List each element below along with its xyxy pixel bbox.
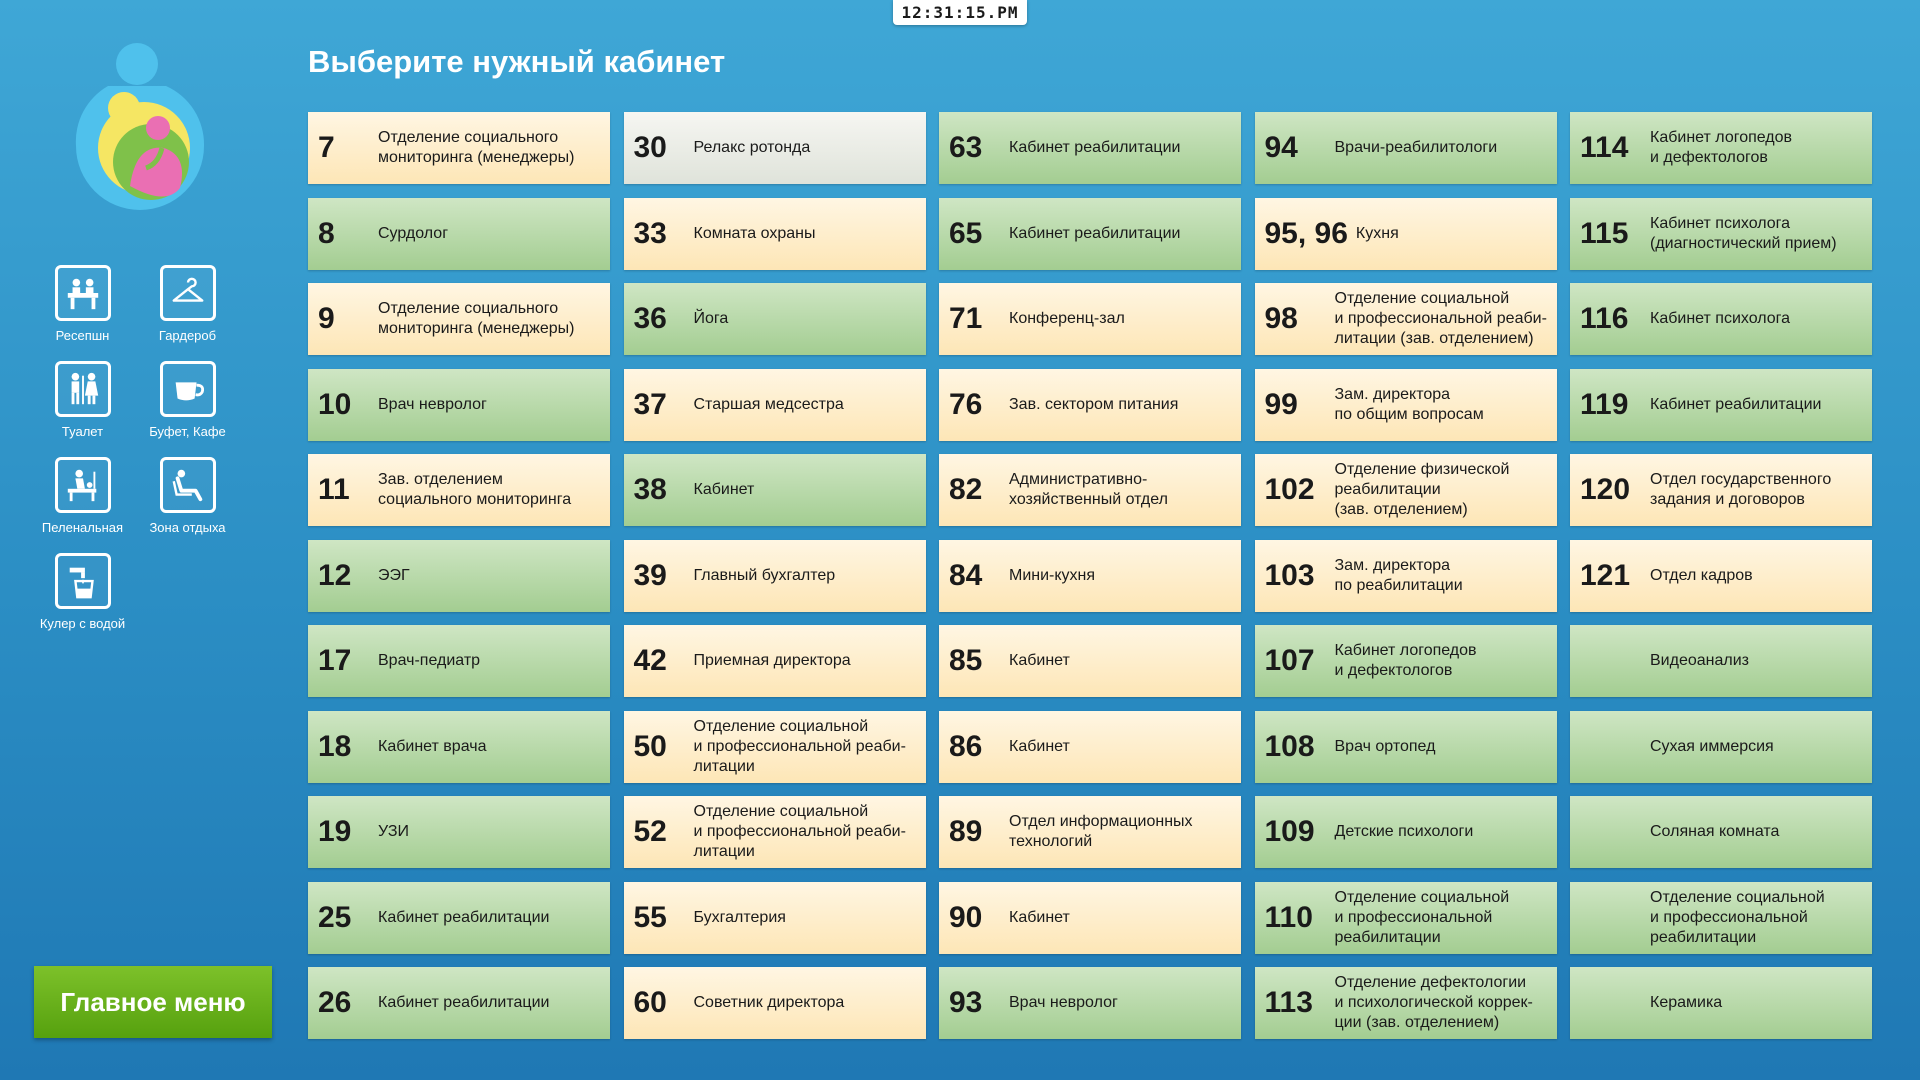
room-card[interactable] — [308, 625, 610, 697]
room-number: 25 — [318, 900, 352, 934]
room-label: Бухгалтерия — [693, 908, 786, 926]
room-number: 39 — [633, 558, 667, 592]
room-card[interactable] — [939, 540, 1241, 612]
room-number: 37 — [633, 387, 667, 421]
room-card[interactable] — [939, 967, 1241, 1039]
room-label: УЗИ — [378, 823, 409, 840]
room-number: 36 — [633, 302, 667, 335]
room-card[interactable] — [308, 198, 610, 270]
room-label: Отделение социальной и профессиональной реаби- литации — [693, 803, 906, 860]
room-label: Кабинет логопедов и дефектологов — [1334, 642, 1477, 679]
amenity-label: Буфет, Кафе — [149, 424, 226, 439]
room-card[interactable] — [624, 796, 926, 868]
room-number: 95, 96 — [1264, 216, 1348, 250]
room-number: 60 — [633, 986, 667, 1019]
room-number: 10 — [318, 387, 352, 421]
room-number: 82 — [949, 473, 983, 506]
room-number: 30 — [633, 131, 667, 164]
room-number: 7 — [318, 131, 335, 164]
room-label: Сухая иммерсия — [1650, 737, 1774, 755]
room-card[interactable] — [939, 882, 1241, 954]
room-number: 90 — [949, 900, 983, 934]
room-number: 98 — [1264, 302, 1298, 335]
wardrobe-icon — [160, 265, 216, 321]
amenity-baby-changing[interactable] — [30, 457, 135, 535]
room-label: Приемная директора — [693, 652, 851, 669]
room-card[interactable] — [1570, 540, 1872, 612]
room-card[interactable] — [624, 882, 926, 954]
reception-icon — [55, 265, 111, 321]
room-card[interactable] — [1255, 454, 1557, 526]
room-number: 55 — [633, 900, 667, 934]
amenity-label: Кулер с водой — [39, 616, 126, 631]
room-number: 108 — [1264, 729, 1315, 763]
room-card[interactable] — [1570, 283, 1872, 355]
room-label: Кабинет реабилитации — [1009, 139, 1181, 156]
room-number: 115 — [1580, 216, 1629, 250]
room-number: 26 — [318, 986, 352, 1019]
room-number: 113 — [1264, 986, 1313, 1019]
room-label: Кабинет — [1009, 652, 1070, 669]
room-card[interactable] — [1570, 796, 1872, 868]
room-label: Отделение дефектологии и психологической коррек- ции (зав. отделением) — [1334, 974, 1533, 1031]
room-number: 89 — [949, 815, 983, 848]
baby-changing-icon — [55, 457, 111, 513]
room-label: Детские психологи — [1334, 823, 1474, 840]
room-label: Отделение социальной и профессиональной реабилитации — [1334, 888, 1510, 946]
room-card[interactable] — [308, 283, 610, 355]
room-label: Врачи-реабилитологи — [1334, 139, 1498, 156]
room-label: Отделение социальной и профессиональной реаби- литации — [693, 717, 906, 775]
room-card[interactable] — [624, 112, 926, 184]
amenity-rest-zone[interactable] — [135, 457, 240, 535]
room-number: 114 — [1580, 131, 1629, 164]
room-label: Зам. директора по реабилитации — [1334, 556, 1463, 594]
room-card[interactable] — [1570, 967, 1872, 1039]
toilet-icon — [55, 361, 111, 417]
room-card[interactable] — [939, 454, 1241, 526]
room-label: Кабинет — [1009, 737, 1070, 755]
room-number: 63 — [949, 131, 983, 164]
main-menu-button[interactable]: Главное меню — [34, 966, 272, 1038]
room-card[interactable] — [624, 625, 926, 697]
room-label: Кабинет врача — [378, 737, 487, 755]
room-number: 18 — [318, 729, 352, 763]
amenity-label: Гардероб — [158, 328, 217, 343]
room-card[interactable] — [308, 967, 610, 1039]
room-card[interactable] — [939, 198, 1241, 270]
room-label: Отдел кадров — [1650, 566, 1753, 584]
room-label: Кабинет логопедов и дефектологов — [1650, 129, 1793, 166]
room-label: Соляная комната — [1650, 823, 1780, 840]
room-card[interactable] — [308, 796, 610, 868]
room-label: Конференц-зал — [1009, 310, 1125, 327]
room-card[interactable] — [939, 369, 1241, 441]
room-card[interactable] — [1255, 369, 1557, 441]
room-number: 110 — [1264, 900, 1313, 934]
room-number: 11 — [318, 473, 350, 506]
room-label: Кабинет — [1009, 908, 1070, 926]
logo — [66, 36, 216, 216]
room-card[interactable] — [624, 198, 926, 270]
room-label: Керамика — [1650, 994, 1723, 1011]
room-card[interactable] — [308, 882, 610, 954]
room-card[interactable] — [939, 112, 1241, 184]
room-card[interactable] — [624, 540, 926, 612]
room-label: Кабинет реабилитации — [378, 908, 550, 926]
room-label: Врач-педиатр — [378, 652, 481, 669]
room-number: 107 — [1264, 644, 1315, 677]
room-card[interactable] — [308, 369, 610, 441]
room-card[interactable] — [1255, 882, 1557, 954]
amenity-label: Туалет — [61, 424, 104, 439]
room-number: 33 — [633, 216, 667, 250]
room-number: 116 — [1580, 302, 1629, 335]
room-number: 12 — [318, 558, 352, 592]
amenity-cafe[interactable] — [135, 361, 240, 439]
room-label: Отделение социального мониторинга (менеджеры) — [378, 300, 575, 337]
room-label: ЭЭГ — [378, 566, 410, 584]
room-number: 71 — [949, 302, 983, 335]
room-label: Кабинет реабилитации — [1650, 395, 1822, 413]
room-card[interactable] — [308, 540, 610, 612]
room-label: Зав. отделением социального мониторинга — [378, 471, 572, 508]
room-number: 119 — [1580, 387, 1629, 421]
room-card[interactable] — [308, 711, 610, 783]
room-label: Отделение физической реабилитации (зав. отделением) — [1334, 461, 1510, 518]
room-label: Врач невролог — [1009, 994, 1118, 1011]
room-number: 65 — [949, 216, 983, 250]
room-card[interactable] — [308, 454, 610, 526]
amenity-label: Ресепшн — [55, 328, 110, 343]
amenity-toilet[interactable] — [30, 361, 135, 439]
room-number: 86 — [949, 729, 983, 763]
room-label: Релакс ротонда — [693, 139, 811, 156]
amenity-label: Зона отдыха — [149, 520, 226, 535]
room-label: Отдел информационных технологий — [1009, 813, 1193, 850]
room-label: Кабинет психолога (диагностический прием) — [1650, 214, 1837, 252]
room-label: Комната охраны — [693, 224, 816, 242]
room-card[interactable] — [939, 625, 1241, 697]
cafe-icon — [160, 361, 216, 417]
rooms-grid — [308, 112, 1868, 1039]
room-label: Отделение социального мониторинга (менеджеры) — [378, 129, 575, 166]
amenity-water-cooler[interactable] — [30, 553, 135, 631]
room-card[interactable] — [1255, 796, 1557, 868]
room-card[interactable] — [624, 369, 926, 441]
room-label: Отделение социальной и профессиональной реаби- литации (зав. отделением) — [1334, 290, 1547, 347]
room-card[interactable] — [939, 711, 1241, 783]
room-label: Йога — [693, 310, 729, 327]
room-label: Отдел государственного задания и договоров — [1650, 471, 1832, 508]
room-label: Мини-кухня — [1009, 566, 1096, 584]
room-card[interactable] — [1255, 967, 1557, 1039]
room-number: 84 — [949, 558, 983, 592]
room-number: 19 — [318, 815, 352, 848]
room-number: 121 — [1580, 558, 1631, 592]
room-card[interactable] — [1570, 198, 1872, 270]
room-card[interactable] — [624, 711, 926, 783]
room-label: Главный бухгалтер — [693, 566, 836, 584]
room-card[interactable] — [1570, 454, 1872, 526]
amenity-wardrobe[interactable] — [135, 265, 240, 343]
rest-zone-icon — [160, 457, 216, 513]
room-label: Кабинет — [693, 481, 755, 498]
room-label: Зав. сектором питания — [1009, 395, 1179, 413]
room-card[interactable] — [1570, 625, 1872, 697]
clock: 12:31:15.PM — [893, 0, 1027, 25]
room-label: Отделение социальной и профессиональной реабилитации — [1650, 888, 1825, 946]
amenity-reception[interactable] — [30, 265, 135, 343]
room-card[interactable] — [624, 454, 926, 526]
room-card[interactable] — [1570, 369, 1872, 441]
room-number: 120 — [1580, 473, 1631, 506]
room-card[interactable] — [1255, 198, 1557, 270]
room-card[interactable] — [1255, 540, 1557, 612]
room-card[interactable] — [1255, 283, 1557, 355]
room-number: 99 — [1264, 387, 1298, 421]
room-card[interactable] — [308, 112, 610, 184]
room-number: 76 — [949, 387, 983, 421]
room-number: 8 — [318, 216, 335, 250]
room-number: 102 — [1264, 473, 1315, 506]
room-label: Сурдолог — [378, 224, 449, 242]
room-label: Кабинет психолога — [1650, 310, 1791, 327]
room-label: Советник директора — [693, 994, 845, 1011]
room-card[interactable] — [1255, 625, 1557, 697]
room-label: Врач невролог — [378, 395, 487, 413]
room-label: Кабинет реабилитации — [378, 994, 550, 1011]
room-card[interactable] — [1570, 112, 1872, 184]
room-card[interactable] — [624, 283, 926, 355]
room-number: 38 — [633, 473, 667, 506]
room-label: Врач ортопед — [1334, 737, 1436, 755]
room-number: 103 — [1264, 558, 1315, 592]
room-number: 42 — [633, 644, 667, 677]
room-label: Старшая медсестра — [693, 395, 844, 413]
room-label: Кабинет реабилитации — [1009, 224, 1181, 242]
room-number: 109 — [1264, 815, 1315, 848]
room-number: 85 — [949, 644, 983, 677]
room-label: Кухня — [1355, 224, 1399, 242]
room-card[interactable] — [1255, 112, 1557, 184]
room-card[interactable] — [1255, 711, 1557, 783]
amenity-label: Пеленальная — [41, 520, 124, 535]
water-cooler-icon — [55, 553, 111, 609]
amenities-panel — [30, 265, 270, 631]
room-number: 94 — [1264, 131, 1298, 164]
room-number: 50 — [633, 729, 667, 763]
room-card[interactable] — [1570, 711, 1872, 783]
room-number: 9 — [318, 302, 335, 335]
room-card[interactable] — [1570, 882, 1872, 954]
room-number: 93 — [949, 986, 983, 1019]
room-card[interactable] — [939, 796, 1241, 868]
room-card[interactable] — [624, 967, 926, 1039]
page-title: Выберите нужный кабинет — [308, 44, 726, 79]
room-card[interactable] — [939, 283, 1241, 355]
room-number: 17 — [318, 644, 352, 677]
room-label: Административно- хозяйственный отдел — [1009, 471, 1168, 508]
room-number: 52 — [633, 815, 667, 848]
room-label: Зам. директора по общим вопросам — [1334, 385, 1484, 423]
room-label: Видеоанализ — [1650, 652, 1749, 669]
